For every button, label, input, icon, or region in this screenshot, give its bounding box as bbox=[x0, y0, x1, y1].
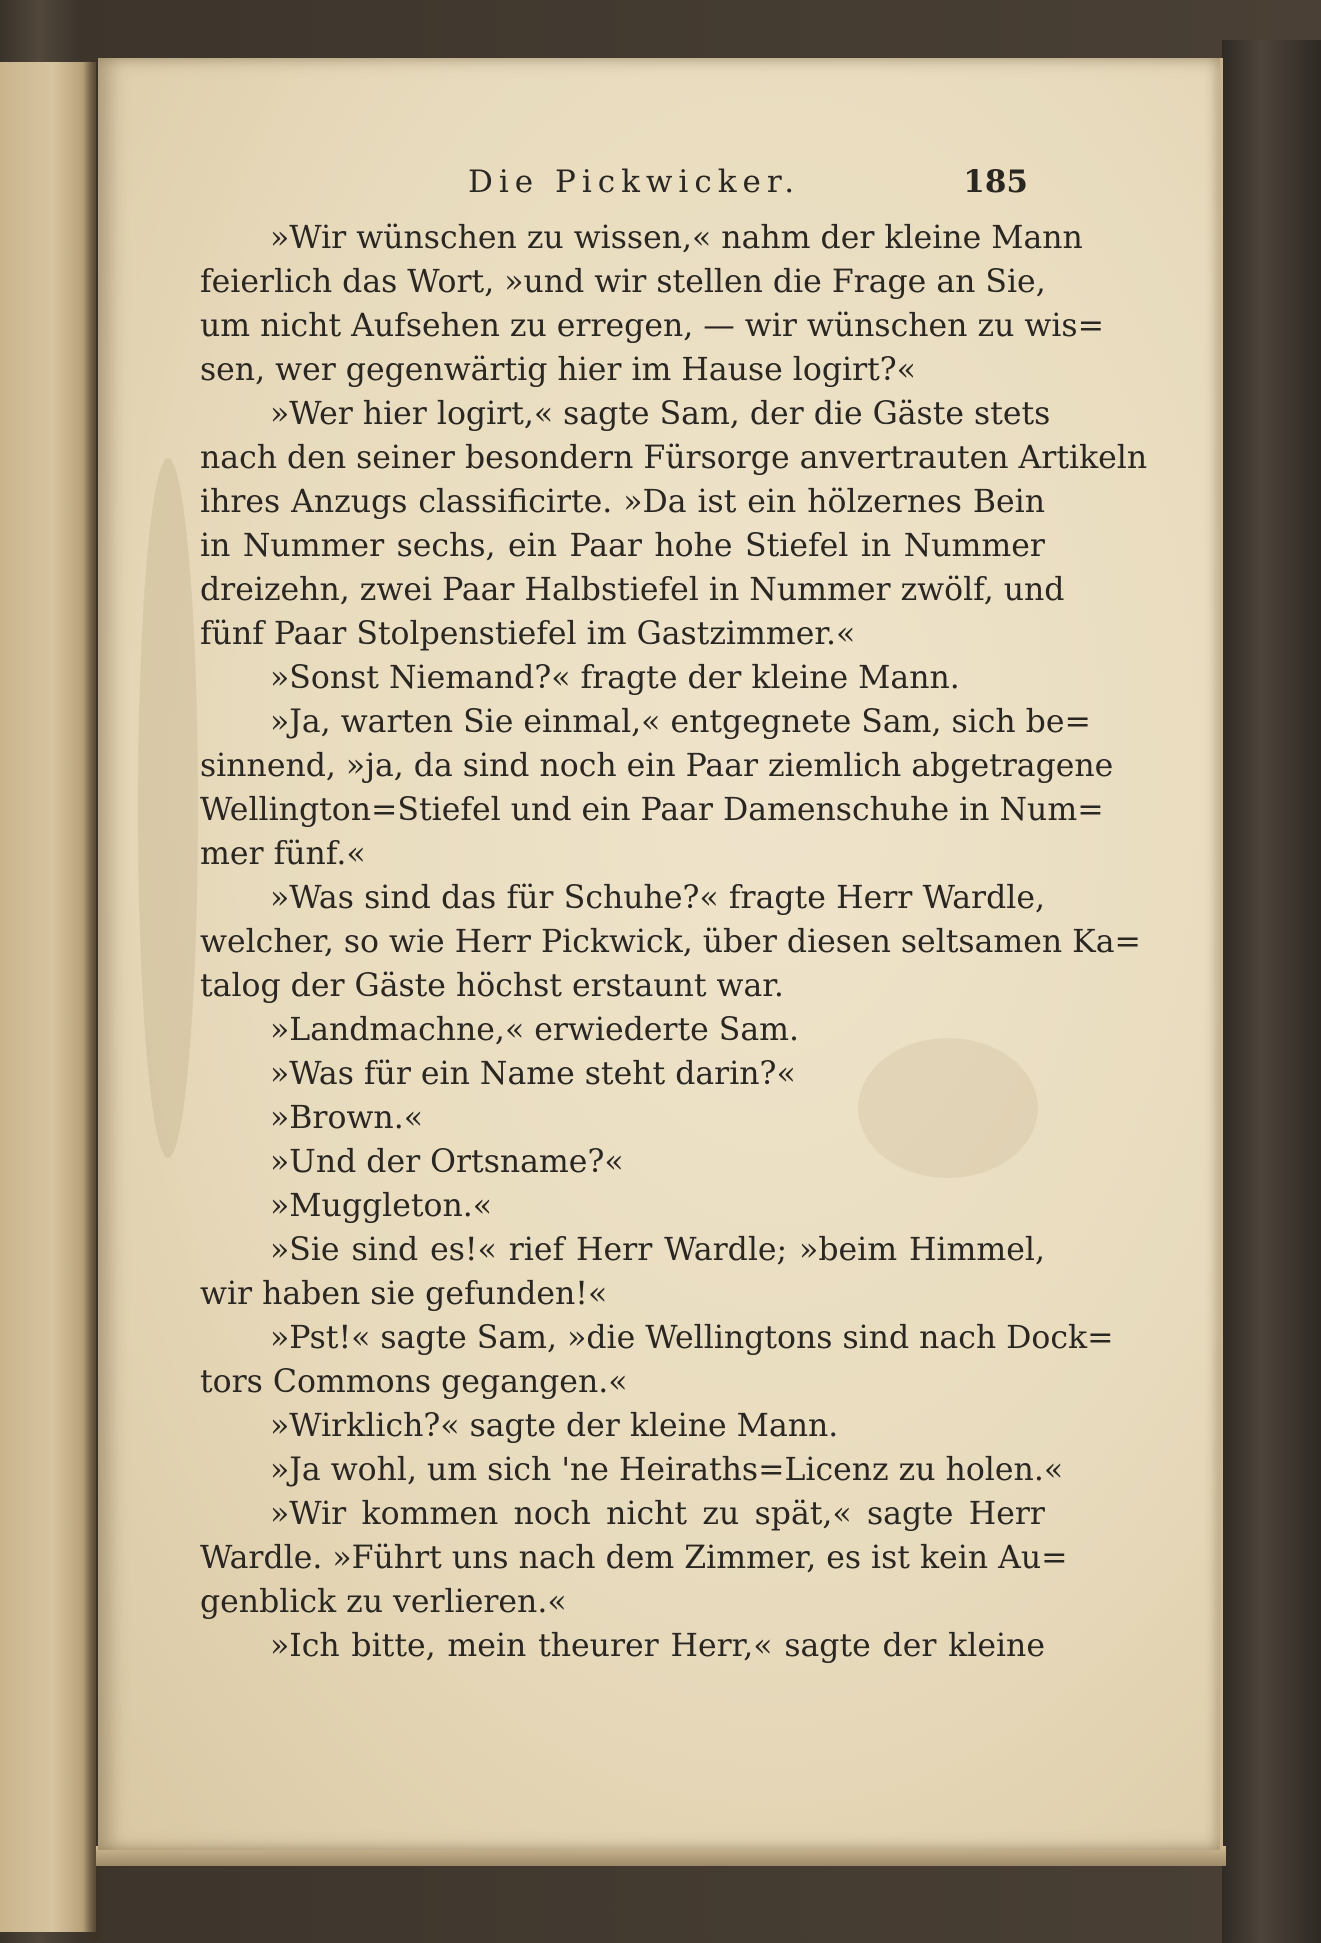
text-line: sen, wer gegenwärtig hier im Hause logirt?« bbox=[200, 352, 916, 388]
text-line: genblick zu verlieren.« bbox=[200, 1584, 567, 1620]
text-line: »Muggleton.« bbox=[270, 1188, 493, 1224]
text-line: welcher, so wie Herr Pickwick, über diesen seltsamen Ka= bbox=[200, 924, 1141, 960]
text-line: »Und der Ortsname?« bbox=[270, 1144, 624, 1180]
text-line: »Ja, warten Sie einmal,« entgegnete Sam, sich be= bbox=[270, 704, 1091, 740]
text-line: »Pst!« sagte Sam, »die Wellingtons sind nach Dock= bbox=[270, 1320, 1114, 1356]
text-line: »Brown.« bbox=[270, 1100, 423, 1136]
paper-stain bbox=[138, 458, 198, 1158]
text-line: in Nummer sechs, ein Paar hohe Stiefel in Nummer bbox=[200, 528, 1045, 564]
text-line: »Was sind das für Schuhe?« fragte Herr Wardle, bbox=[270, 880, 1045, 916]
text-line: mer fünf.« bbox=[200, 836, 366, 872]
book-cover-edge bbox=[1222, 40, 1321, 1943]
text-line: Wellington=Stiefel und ein Paar Damenschuhe in Num= bbox=[200, 792, 1104, 828]
text-line: »Landmachne,« erwiederte Sam. bbox=[270, 1012, 800, 1048]
left-page-edge bbox=[0, 62, 96, 1932]
text-line: »Ja wohl, um sich 'ne Heiraths=Licenz zu holen.« bbox=[270, 1452, 1064, 1488]
page-header bbox=[468, 158, 1028, 208]
body-text bbox=[200, 216, 1148, 1668]
text-line: wir haben sie gefunden!« bbox=[200, 1276, 608, 1312]
text-line: »Wir wünschen zu wissen,« nahm der kleine Mann bbox=[270, 220, 1083, 256]
text-line: fünf Paar Stolpenstiefel im Gastzimmer.« bbox=[200, 616, 856, 652]
text-line: »Sonst Niemand?« fragte der kleine Mann. bbox=[270, 660, 960, 696]
text-line: »Ich bitte, mein theurer Herr,« sagte der kleine bbox=[270, 1628, 1045, 1664]
page-number: 185 bbox=[963, 164, 1028, 200]
text-line: um nicht Aufsehen zu erregen, — wir wünschen zu wis= bbox=[200, 308, 1104, 344]
text-line: »Wirklich?« sagte der kleine Mann. bbox=[270, 1408, 839, 1444]
text-line: Wardle. »Führt uns nach dem Zimmer, es ist kein Au= bbox=[200, 1540, 1068, 1576]
text-line: »Was für ein Name steht darin?« bbox=[270, 1056, 796, 1092]
text-line: »Sie sind es!« rief Herr Wardle; »beim Himmel, bbox=[270, 1232, 1045, 1268]
text-line: tors Commons gegangen.« bbox=[200, 1364, 628, 1400]
text-line: ihres Anzugs classificirte. »Da ist ein hölzernes Bein bbox=[200, 484, 1045, 520]
text-line: nach den seiner besondern Fürsorge anvertrauten Artikeln bbox=[200, 440, 1148, 476]
running-title: Die Pickwicker. bbox=[468, 164, 801, 200]
text-line: talog der Gäste höchst erstaunt war. bbox=[200, 968, 784, 1004]
text-line: sinnend, »ja, da sind noch ein Paar ziemlich abgetragene bbox=[200, 748, 1114, 784]
text-line: dreizehn, zwei Paar Halbstiefel in Nummer zwölf, und bbox=[200, 572, 1065, 608]
text-line: feierlich das Wort, »und wir stellen die Frage an Sie, bbox=[200, 264, 1046, 300]
text-line: »Wir kommen noch nicht zu spät,« sagte Herr bbox=[270, 1496, 1045, 1532]
text-line: »Wer hier logirt,« sagte Sam, der die Gäste stets bbox=[270, 396, 1051, 432]
